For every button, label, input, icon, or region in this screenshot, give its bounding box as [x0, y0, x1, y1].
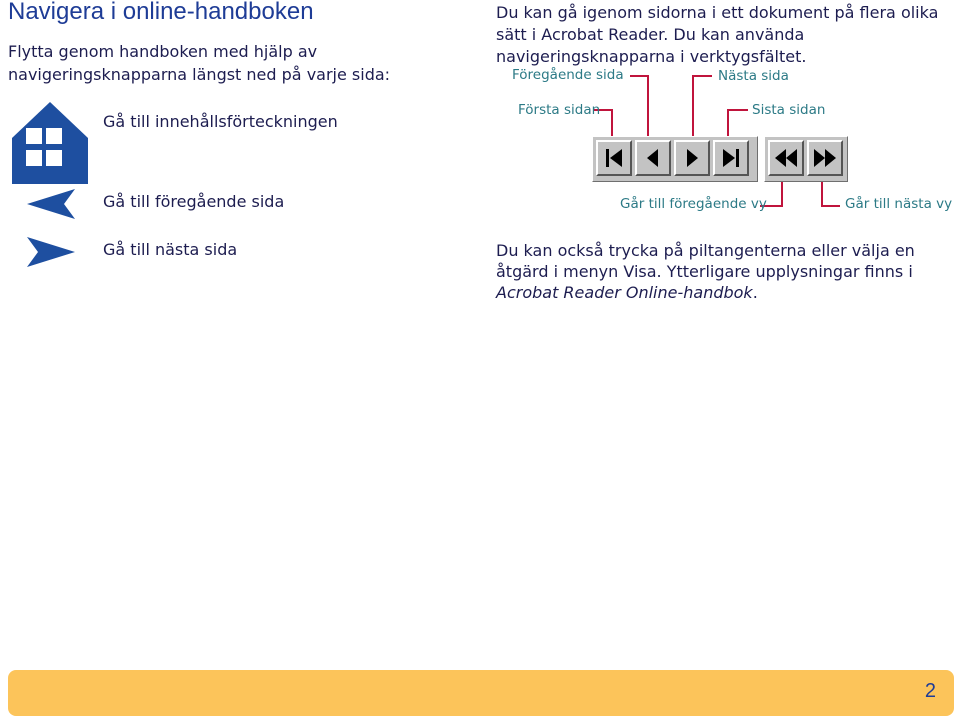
footer-bar: [8, 670, 954, 716]
go-back-icon: [770, 142, 802, 174]
last-page-button[interactable]: [713, 140, 749, 176]
toc-link[interactable]: Gå till innehållsförteckningen: [103, 112, 338, 131]
page-nav-toolbar: [592, 136, 758, 182]
handbook-reference: Acrobat Reader Online-handbok: [496, 283, 753, 302]
view-nav-toolbar: [764, 136, 848, 182]
first-page-icon: [598, 142, 630, 174]
callout-lines: [0, 0, 960, 240]
callout-prev-page: Föregående sida: [512, 67, 624, 83]
previous-page-icon: [637, 142, 669, 174]
last-page-icon: [715, 142, 747, 174]
right-arrow-icon[interactable]: [26, 236, 76, 268]
page-title: Navigera i online-handboken: [8, 0, 314, 25]
go-back-button[interactable]: [768, 140, 804, 176]
go-forward-button[interactable]: [807, 140, 843, 176]
callout-next-view: Går till nästa vy: [845, 196, 953, 212]
keyboard-tip-part2: .: [752, 283, 758, 302]
go-forward-icon: [809, 142, 841, 174]
intro-text: Flytta genom handboken med hjälp av navigeringsknapparna längst ned på varje sida:: [8, 42, 391, 84]
callout-first-page: Första sidan: [518, 102, 601, 118]
callout-last-page: Sista sidan: [752, 102, 826, 118]
next-page-link[interactable]: Gå till nästa sida: [103, 240, 238, 259]
keyboard-tip-text: [496, 240, 960, 303]
first-page-button[interactable]: [596, 140, 632, 176]
next-page-button[interactable]: [674, 140, 710, 176]
previous-page-button[interactable]: [635, 140, 671, 176]
prev-page-link[interactable]: Gå till föregående sida: [103, 192, 285, 211]
page-number: 2: [924, 680, 936, 702]
callout-prev-view: Går till föregående vy: [620, 196, 767, 212]
right-intro-text: Du kan gå igenom sidorna i ett dokument på flera olika sätt i Acrobat Reader. Du kan använda navigeringsknapparna i verktygsfältet.: [496, 3, 939, 66]
keyboard-tip-part1: Du kan också trycka på piltangenterna eller välja en åtgärd i menyn Visa. Ytterligare upplysningar finns i: [496, 241, 915, 281]
callout-next-page: Nästa sida: [718, 68, 789, 84]
next-page-icon: [676, 142, 708, 174]
